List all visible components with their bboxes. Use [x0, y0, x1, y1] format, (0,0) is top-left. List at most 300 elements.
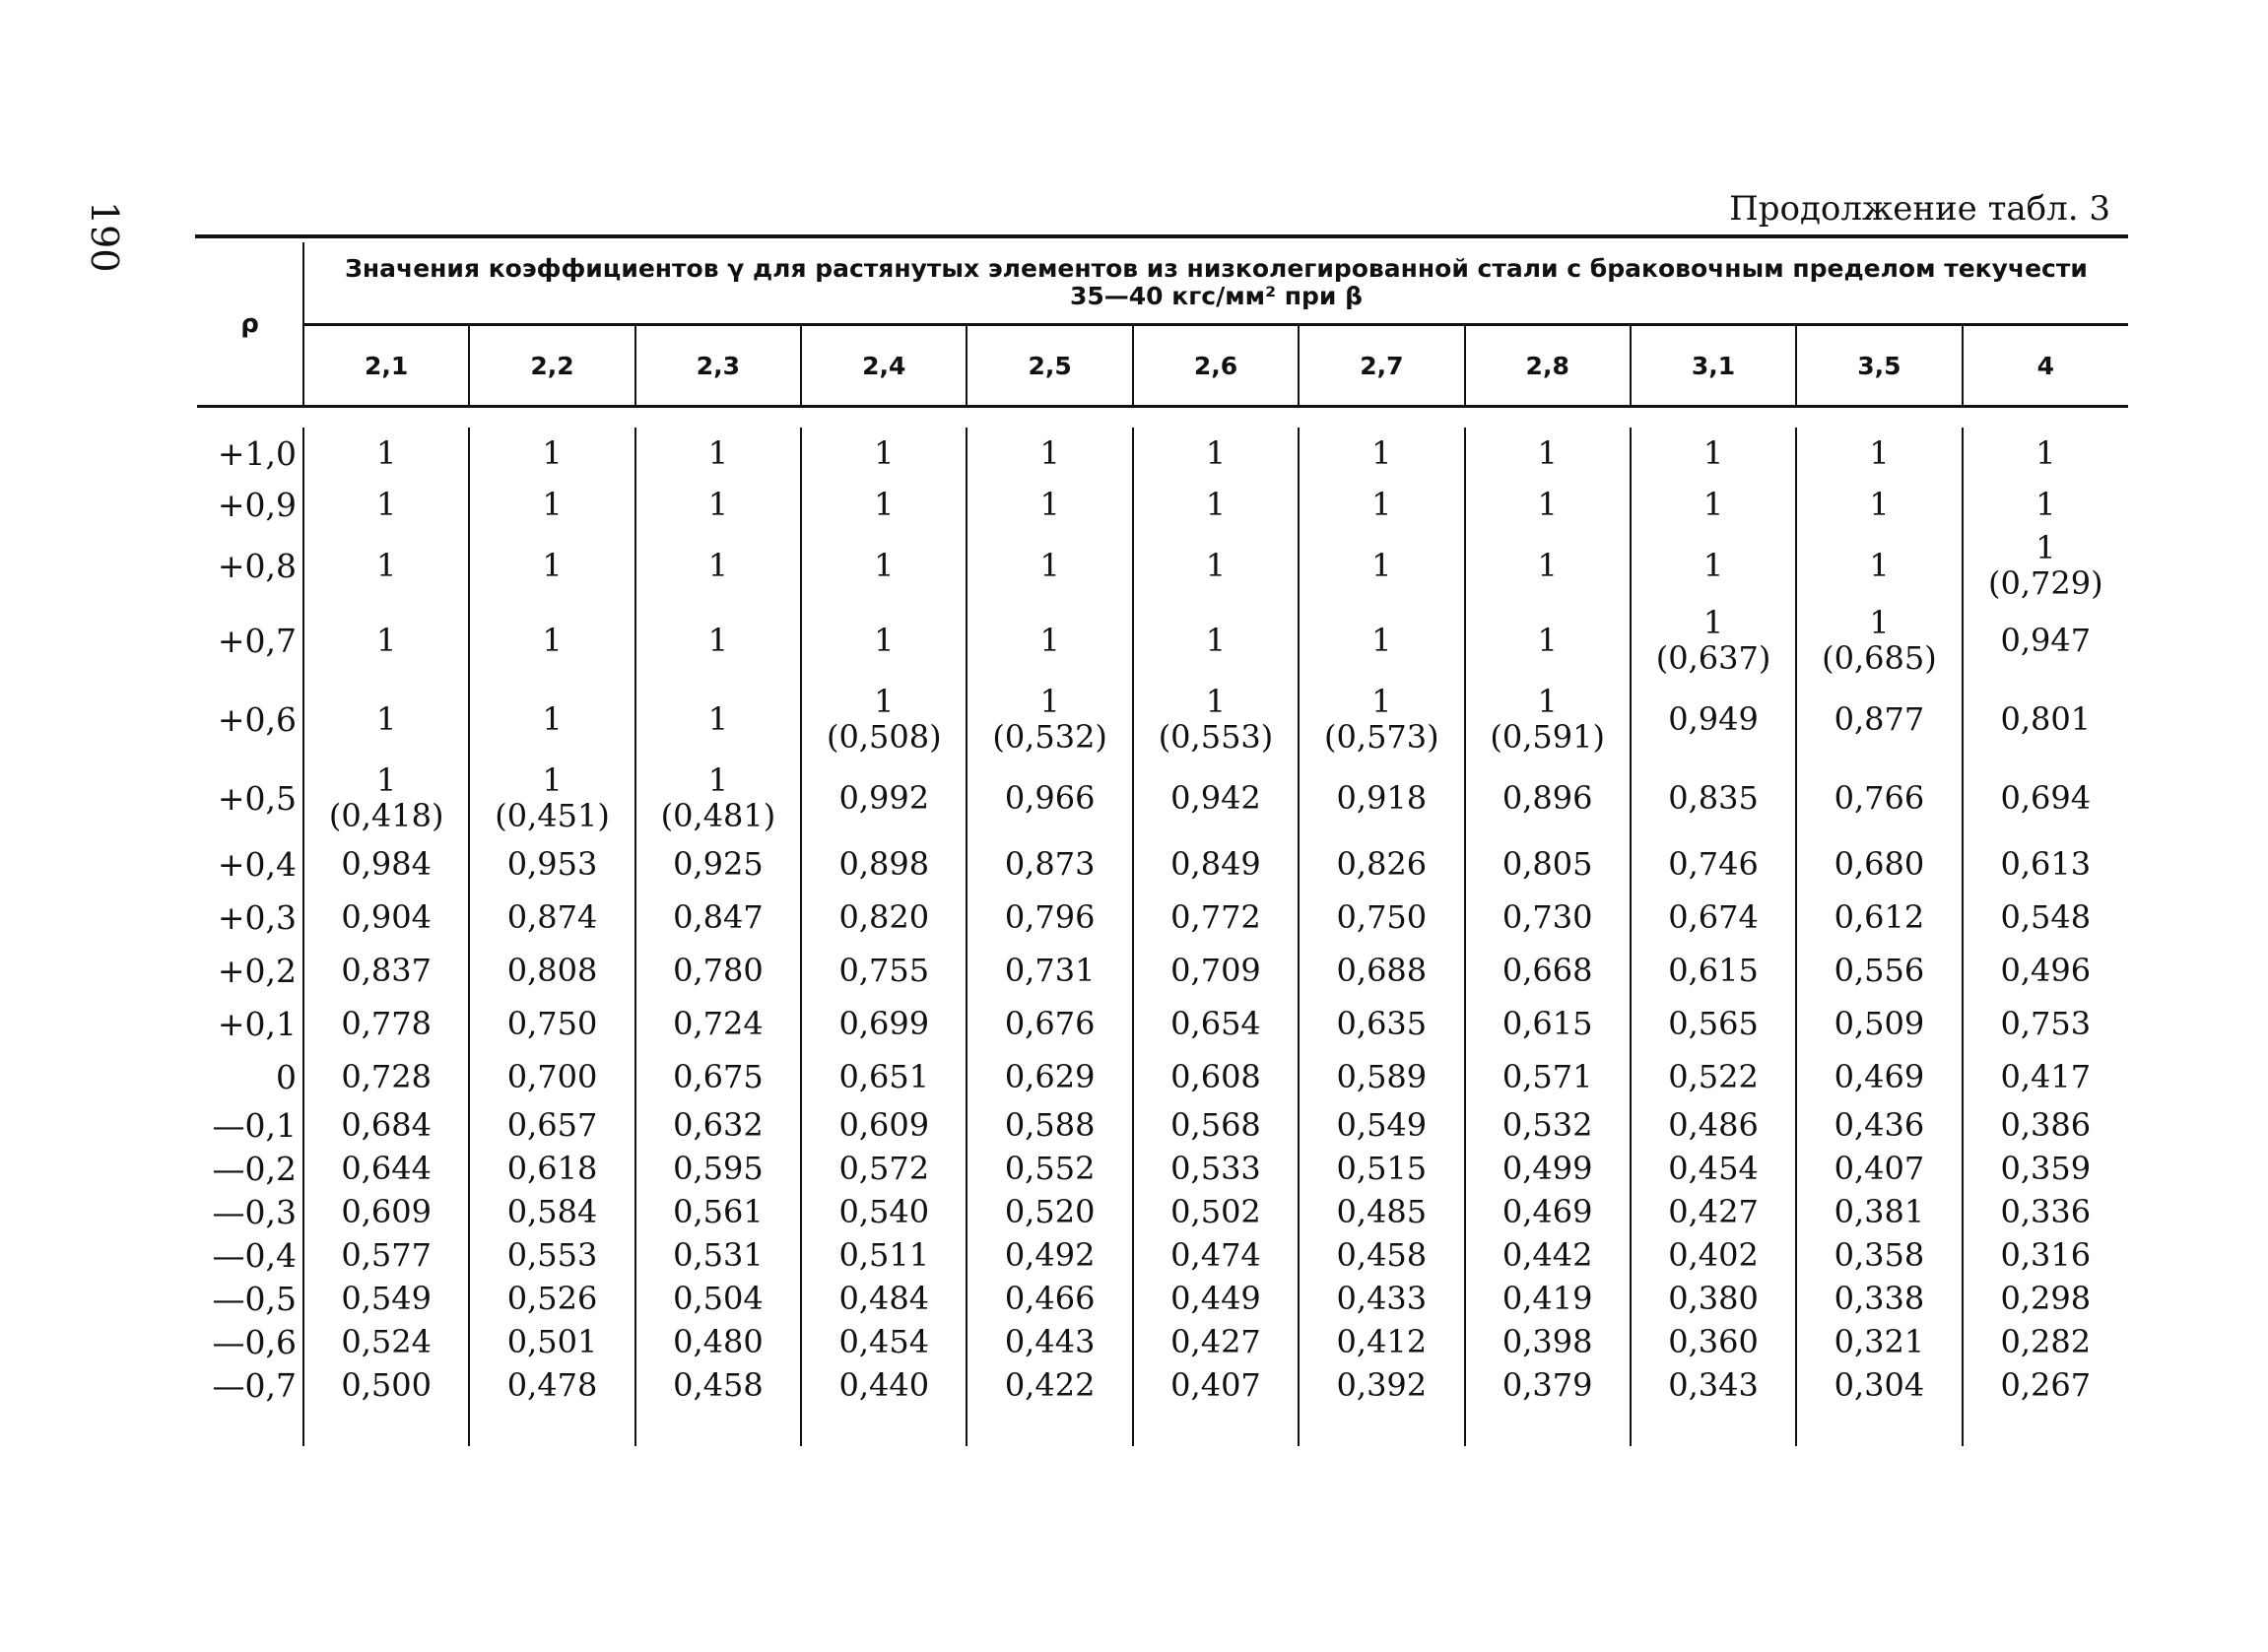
- gamma-value: 0,629: [1004, 1058, 1096, 1095]
- gamma-value: 0,478: [506, 1366, 598, 1404]
- value-cell: [801, 891, 967, 944]
- value-cell: [1133, 601, 1299, 680]
- value-cell: [635, 1147, 801, 1190]
- value-cell: [967, 997, 1132, 1050]
- gamma-value-parenthetical: (0,637): [1655, 639, 1771, 677]
- beta-header-cell: 2,5: [967, 325, 1132, 407]
- gamma-value: 0,612: [1834, 898, 1925, 936]
- value-cell: [801, 1190, 967, 1233]
- value-cell: [469, 944, 634, 997]
- gamma-value: 0,684: [341, 1106, 432, 1144]
- spacer-cell: [197, 407, 2128, 429]
- value-cell: [303, 997, 469, 1050]
- value-cell: [1963, 1103, 2128, 1147]
- value-cell: [967, 1320, 1132, 1363]
- gamma-value: 0,808: [506, 952, 598, 989]
- table-row: [197, 601, 2128, 680]
- value-cell: [1963, 837, 2128, 891]
- gamma-value: 0,282: [2000, 1323, 2092, 1360]
- gamma-value: 0,304: [1834, 1366, 1925, 1404]
- gamma-value: 0,676: [1004, 1005, 1096, 1042]
- gamma-value: 0,898: [838, 845, 930, 883]
- gamma-value: 1: [1537, 622, 1558, 659]
- gamma-value: 0,379: [1501, 1366, 1593, 1404]
- gamma-value: 0,949: [1668, 700, 1759, 738]
- gamma-value: 0,801: [2000, 700, 2092, 738]
- value-cell: [1299, 944, 1464, 997]
- value-cell: [303, 479, 469, 530]
- value-cell: [1299, 759, 1464, 837]
- value-cell: [1299, 997, 1464, 1050]
- value-cell: [1796, 601, 1962, 680]
- beta-header-cell: 2,6: [1133, 325, 1299, 407]
- value-cell: [1963, 944, 2128, 997]
- rho-column-header: ρ: [197, 242, 303, 407]
- value-cell: [1465, 479, 1631, 530]
- value-cell: [801, 601, 967, 680]
- value-cell: [1465, 1277, 1631, 1320]
- bottom-pad-cell: [469, 1407, 634, 1446]
- table-row: [197, 530, 2128, 601]
- beta-header-cell: 4: [1963, 325, 2128, 407]
- gamma-value: 1: [1205, 434, 1227, 472]
- spacer-row: [197, 407, 2128, 429]
- value-cell: [469, 1190, 634, 1233]
- value-cell: [469, 1233, 634, 1277]
- value-cell: [1133, 428, 1299, 479]
- value-cell: [1465, 428, 1631, 479]
- gamma-value: 1: [1702, 547, 1724, 584]
- table-row: [197, 680, 2128, 759]
- gamma-value: 0,571: [1501, 1058, 1593, 1095]
- rho-cell: —0,2: [197, 1147, 303, 1190]
- rho-cell: —0,7: [197, 1363, 303, 1407]
- gamma-value: 1: [1537, 486, 1558, 523]
- beta-header-cell: 2,3: [635, 325, 801, 407]
- gamma-value: 0,953: [506, 845, 598, 883]
- table-top-rule: [195, 234, 2128, 238]
- value-cell: [967, 601, 1132, 680]
- bottom-pad-cell: [967, 1407, 1132, 1446]
- gamma-value: 1: [1371, 434, 1392, 472]
- gamma-value: 1: [542, 761, 563, 799]
- value-cell: [1963, 759, 2128, 837]
- value-cell: [1299, 1233, 1464, 1277]
- value-cell: [1299, 1147, 1464, 1190]
- value-cell: [801, 944, 967, 997]
- table-row: [197, 997, 2128, 1050]
- value-cell: [1631, 1147, 1796, 1190]
- gamma-value-parenthetical: (0,553): [1158, 718, 1274, 756]
- gamma-value: 0,501: [506, 1323, 598, 1360]
- gamma-value: 0,874: [506, 898, 598, 936]
- value-cell: [635, 944, 801, 997]
- gamma-value: 0,731: [1004, 952, 1096, 989]
- gamma-value: 0,524: [341, 1323, 432, 1360]
- gamma-value: 0,709: [1170, 952, 1261, 989]
- gamma-value: 0,608: [1170, 1058, 1261, 1095]
- value-cell: [1133, 479, 1299, 530]
- value-cell: [1299, 1363, 1464, 1407]
- gamma-value: 0,380: [1668, 1280, 1759, 1317]
- value-cell: [1796, 1147, 1962, 1190]
- gamma-value: 0,568: [1170, 1106, 1261, 1144]
- value-cell: [1963, 680, 2128, 759]
- gamma-value: 0,755: [838, 952, 930, 989]
- rho-cell: 0: [197, 1050, 303, 1103]
- rho-cell: +0,5: [197, 759, 303, 837]
- gamma-value: 0,492: [1004, 1236, 1096, 1274]
- gamma-value: 0,532: [1501, 1106, 1593, 1144]
- value-cell: [801, 428, 967, 479]
- gamma-value: 0,502: [1170, 1193, 1261, 1230]
- gamma-value: 0,565: [1668, 1005, 1759, 1042]
- value-cell: [1133, 759, 1299, 837]
- gamma-value-parenthetical: (0,685): [1822, 639, 1937, 677]
- gamma-value: 1: [1869, 434, 1890, 472]
- gamma-value: 1: [1371, 683, 1392, 720]
- gamma-value: 0,688: [1336, 952, 1428, 989]
- gamma-value: 0,699: [838, 1005, 930, 1042]
- gamma-value: 1: [376, 761, 397, 799]
- gamma-value: 1: [1702, 434, 1724, 472]
- value-cell: [635, 1103, 801, 1147]
- gamma-value: 0,847: [673, 898, 764, 936]
- gamma-value-parenthetical: (0,508): [826, 718, 942, 756]
- gamma-value: 1: [1869, 486, 1890, 523]
- value-cell: [967, 837, 1132, 891]
- value-cell: [1631, 530, 1796, 601]
- gamma-value: 0,480: [673, 1323, 764, 1360]
- gamma-value-parenthetical: (0,729): [1988, 564, 2103, 602]
- value-cell: [1631, 479, 1796, 530]
- gamma-value: 1: [874, 486, 895, 523]
- gamma-value: 0,772: [1170, 898, 1261, 936]
- value-cell: [303, 1147, 469, 1190]
- value-cell: [1299, 1277, 1464, 1320]
- gamma-value: 0,449: [1170, 1280, 1261, 1317]
- gamma-value: 0,474: [1170, 1236, 1261, 1274]
- value-cell: [469, 759, 634, 837]
- gamma-value: 1: [1537, 434, 1558, 472]
- value-cell: [1299, 530, 1464, 601]
- gamma-value: 0,531: [673, 1236, 764, 1274]
- value-cell: [469, 530, 634, 601]
- value-cell: [635, 1277, 801, 1320]
- rho-cell: —0,6: [197, 1320, 303, 1363]
- value-cell: [1133, 891, 1299, 944]
- table-row: [197, 1363, 2128, 1407]
- value-cell: [1963, 1147, 2128, 1190]
- value-cell: [469, 1147, 634, 1190]
- gamma-value: 0,778: [341, 1005, 432, 1042]
- gamma-value: 0,746: [1668, 845, 1759, 883]
- gamma-value: 1: [1039, 486, 1060, 523]
- gamma-value: 0,730: [1501, 898, 1593, 936]
- gamma-value: 1: [1537, 683, 1558, 720]
- gamma-value: 0,533: [1170, 1150, 1261, 1187]
- value-cell: [303, 1320, 469, 1363]
- gamma-value: 1: [376, 622, 397, 659]
- gamma-value: 0,796: [1004, 898, 1096, 936]
- value-cell: [1796, 479, 1962, 530]
- value-cell: [635, 759, 801, 837]
- value-cell: [1963, 997, 2128, 1050]
- gamma-value: 0,485: [1336, 1193, 1428, 1230]
- rho-cell: +0,7: [197, 601, 303, 680]
- value-cell: [967, 1050, 1132, 1103]
- gamma-value: 0,526: [506, 1280, 598, 1317]
- gamma-value-parenthetical: (0,451): [495, 797, 610, 834]
- gamma-value: 0,835: [1668, 779, 1759, 817]
- value-cell: [1465, 1233, 1631, 1277]
- gamma-value: 1: [707, 434, 729, 472]
- value-cell: [1133, 530, 1299, 601]
- bottom-pad-cell: [1631, 1407, 1796, 1446]
- beta-header-cell: 3,5: [1796, 325, 1962, 407]
- value-cell: [967, 1147, 1132, 1190]
- value-cell: [635, 428, 801, 479]
- value-cell: [303, 837, 469, 891]
- gamma-value: 0,780: [673, 952, 764, 989]
- value-cell: [1133, 1190, 1299, 1233]
- value-cell: [635, 1233, 801, 1277]
- gamma-value: 0,407: [1170, 1366, 1261, 1404]
- gamma-value: 0,359: [2000, 1150, 2092, 1187]
- value-cell: [967, 428, 1132, 479]
- value-cell: [469, 1363, 634, 1407]
- gamma-value: 0,657: [506, 1106, 598, 1144]
- gamma-value: 0,728: [341, 1058, 432, 1095]
- value-cell: [1631, 1277, 1796, 1320]
- value-cell: [1133, 1147, 1299, 1190]
- gamma-value-parenthetical: (0,532): [992, 718, 1107, 756]
- gamma-value: 0,442: [1501, 1236, 1593, 1274]
- rho-cell: +0,8: [197, 530, 303, 601]
- value-cell: [1963, 891, 2128, 944]
- value-cell: [967, 680, 1132, 759]
- gamma-value: 0,753: [2000, 1005, 2092, 1042]
- gamma-value: 0,419: [1501, 1280, 1593, 1317]
- rho-cell: +0,6: [197, 680, 303, 759]
- value-cell: [1963, 1233, 2128, 1277]
- value-cell: [1465, 680, 1631, 759]
- bottom-pad-cell: [197, 1407, 303, 1446]
- value-cell: [303, 1050, 469, 1103]
- value-cell: [1133, 1277, 1299, 1320]
- gamma-value: 0,466: [1004, 1280, 1096, 1317]
- gamma-value: 0,392: [1336, 1366, 1428, 1404]
- gamma-value: 1: [874, 683, 895, 720]
- bottom-pad-cell: [303, 1407, 469, 1446]
- gamma-value: 0,381: [1834, 1193, 1925, 1230]
- bottom-pad-cell: [801, 1407, 967, 1446]
- gamma-value: 0,820: [838, 898, 930, 936]
- gamma-value: 1: [2035, 529, 2056, 566]
- gamma-value: 0,436: [1834, 1106, 1925, 1144]
- gamma-value: 0,635: [1336, 1005, 1428, 1042]
- value-cell: [1465, 944, 1631, 997]
- bottom-pad-row: [197, 1407, 2128, 1446]
- value-cell: [1299, 891, 1464, 944]
- gamma-value: 0,458: [1336, 1236, 1428, 1274]
- gamma-value: 0,454: [838, 1323, 930, 1360]
- gamma-value: 1: [376, 547, 397, 584]
- gamma-value: 0,433: [1336, 1280, 1428, 1317]
- gamma-value: 0,750: [1336, 898, 1428, 936]
- gamma-value: 1: [707, 622, 729, 659]
- value-cell: [967, 891, 1132, 944]
- gamma-value: 0,484: [838, 1280, 930, 1317]
- value-cell: [469, 997, 634, 1050]
- rho-cell: —0,3: [197, 1190, 303, 1233]
- gamma-value: 1: [1039, 683, 1060, 720]
- bottom-pad-cell: [635, 1407, 801, 1446]
- rho-cell: —0,1: [197, 1103, 303, 1147]
- gamma-value: 0,504: [673, 1280, 764, 1317]
- value-cell: [801, 530, 967, 601]
- value-cell: [801, 1147, 967, 1190]
- bottom-pad-cell: [1796, 1407, 1962, 1446]
- value-cell: [801, 1233, 967, 1277]
- value-cell: [1631, 1233, 1796, 1277]
- table-continuation-caption: Продолжение табл. 3: [1729, 189, 2110, 229]
- gamma-value: 0,511: [838, 1236, 930, 1274]
- gamma-value: 0,336: [2000, 1193, 2092, 1230]
- gamma-value: 0,644: [341, 1150, 432, 1187]
- gamma-value: 1: [874, 434, 895, 472]
- value-cell: [1465, 1320, 1631, 1363]
- table-row: [197, 1320, 2128, 1363]
- gamma-value: 0,668: [1501, 952, 1593, 989]
- gamma-value: 0,338: [1834, 1280, 1925, 1317]
- gamma-value: 0,805: [1501, 845, 1593, 883]
- gamma-value: 0,674: [1668, 898, 1759, 936]
- value-cell: [967, 944, 1132, 997]
- value-cell: [967, 1277, 1132, 1320]
- value-cell: [1465, 1147, 1631, 1190]
- value-cell: [635, 1363, 801, 1407]
- value-cell: [1631, 891, 1796, 944]
- table-row: [197, 1190, 2128, 1233]
- gamma-value: 0,632: [673, 1106, 764, 1144]
- gamma-value: 0,918: [1336, 779, 1428, 817]
- gamma-value: 1: [542, 434, 563, 472]
- gamma-value: 1: [874, 547, 895, 584]
- gamma-value-parenthetical: (0,418): [328, 797, 444, 834]
- value-cell: [1963, 479, 2128, 530]
- value-cell: [1133, 837, 1299, 891]
- rho-cell: +0,3: [197, 891, 303, 944]
- gamma-value: 0,615: [1668, 952, 1759, 989]
- gamma-value: 1: [707, 700, 729, 738]
- value-cell: [303, 944, 469, 997]
- value-cell: [635, 1190, 801, 1233]
- value-cell: [801, 759, 967, 837]
- bottom-pad-cell: [1299, 1407, 1464, 1446]
- gamma-value: 0,549: [1336, 1106, 1428, 1144]
- beta-header-cell: 2,7: [1299, 325, 1464, 407]
- gamma-value: 0,343: [1668, 1366, 1759, 1404]
- gamma-value: 0,298: [2000, 1280, 2092, 1317]
- value-cell: [469, 1103, 634, 1147]
- gamma-value: 0,417: [2000, 1058, 2092, 1095]
- value-cell: [635, 680, 801, 759]
- value-cell: [967, 759, 1132, 837]
- value-cell: [303, 1277, 469, 1320]
- gamma-value: 0,469: [1834, 1058, 1925, 1095]
- value-cell: [1631, 837, 1796, 891]
- table-title-line2: 35—40 кгс/мм² при β: [1069, 282, 1364, 310]
- beta-header-cell: 2,4: [801, 325, 967, 407]
- gamma-value: 0,520: [1004, 1193, 1096, 1230]
- value-cell: [1133, 1103, 1299, 1147]
- gamma-value: 1: [1371, 486, 1392, 523]
- value-cell: [469, 428, 634, 479]
- value-cell: [635, 601, 801, 680]
- value-cell: [967, 1190, 1132, 1233]
- table-row: [197, 1103, 2128, 1147]
- value-cell: [1465, 891, 1631, 944]
- value-cell: [801, 1363, 967, 1407]
- gamma-value: 0,556: [1834, 952, 1925, 989]
- value-cell: [1796, 1050, 1962, 1103]
- value-cell: [1465, 1190, 1631, 1233]
- value-cell: [801, 479, 967, 530]
- value-cell: [1796, 759, 1962, 837]
- bottom-pad-cell: [1133, 1407, 1299, 1446]
- value-cell: [1963, 1320, 2128, 1363]
- gamma-value: 0,407: [1834, 1150, 1925, 1187]
- value-cell: [635, 530, 801, 601]
- value-cell: [635, 479, 801, 530]
- gamma-value: 0,618: [506, 1150, 598, 1187]
- gamma-value: 1: [1869, 547, 1890, 584]
- gamma-value: 1: [1205, 622, 1227, 659]
- gamma-value: 1: [1205, 683, 1227, 720]
- value-cell: [1631, 944, 1796, 997]
- gamma-value: 1: [1039, 434, 1060, 472]
- value-cell: [1465, 1103, 1631, 1147]
- value-cell: [801, 1050, 967, 1103]
- value-cell: [1299, 479, 1464, 530]
- bottom-pad-cell: [1465, 1407, 1631, 1446]
- gamma-value: 0,654: [1170, 1005, 1261, 1042]
- gamma-value: 0,469: [1501, 1193, 1593, 1230]
- gamma-value: 0,267: [2000, 1366, 2092, 1404]
- value-cell: [1963, 1190, 2128, 1233]
- value-cell: [1631, 1103, 1796, 1147]
- value-cell: [1299, 837, 1464, 891]
- value-cell: [1299, 428, 1464, 479]
- table-row: [197, 891, 2128, 944]
- gamma-value: 0,402: [1668, 1236, 1759, 1274]
- value-cell: [469, 1050, 634, 1103]
- gamma-value: 0,572: [838, 1150, 930, 1187]
- gamma-value: 1: [1537, 547, 1558, 584]
- value-cell: [1465, 997, 1631, 1050]
- gamma-value: 0,680: [1834, 845, 1925, 883]
- gamma-value: 0,412: [1336, 1323, 1428, 1360]
- value-cell: [469, 479, 634, 530]
- gamma-value: 0,675: [673, 1058, 764, 1095]
- value-cell: [1631, 1320, 1796, 1363]
- value-cell: [1796, 1363, 1962, 1407]
- gamma-value: 0,609: [838, 1106, 930, 1144]
- gamma-value: 0,321: [1834, 1323, 1925, 1360]
- table-title-line1: Значения коэффициентов γ для растянутых элементов из низколегированной стали с браковочным пределом текучести: [345, 254, 2088, 283]
- gamma-value: 0,360: [1668, 1323, 1759, 1360]
